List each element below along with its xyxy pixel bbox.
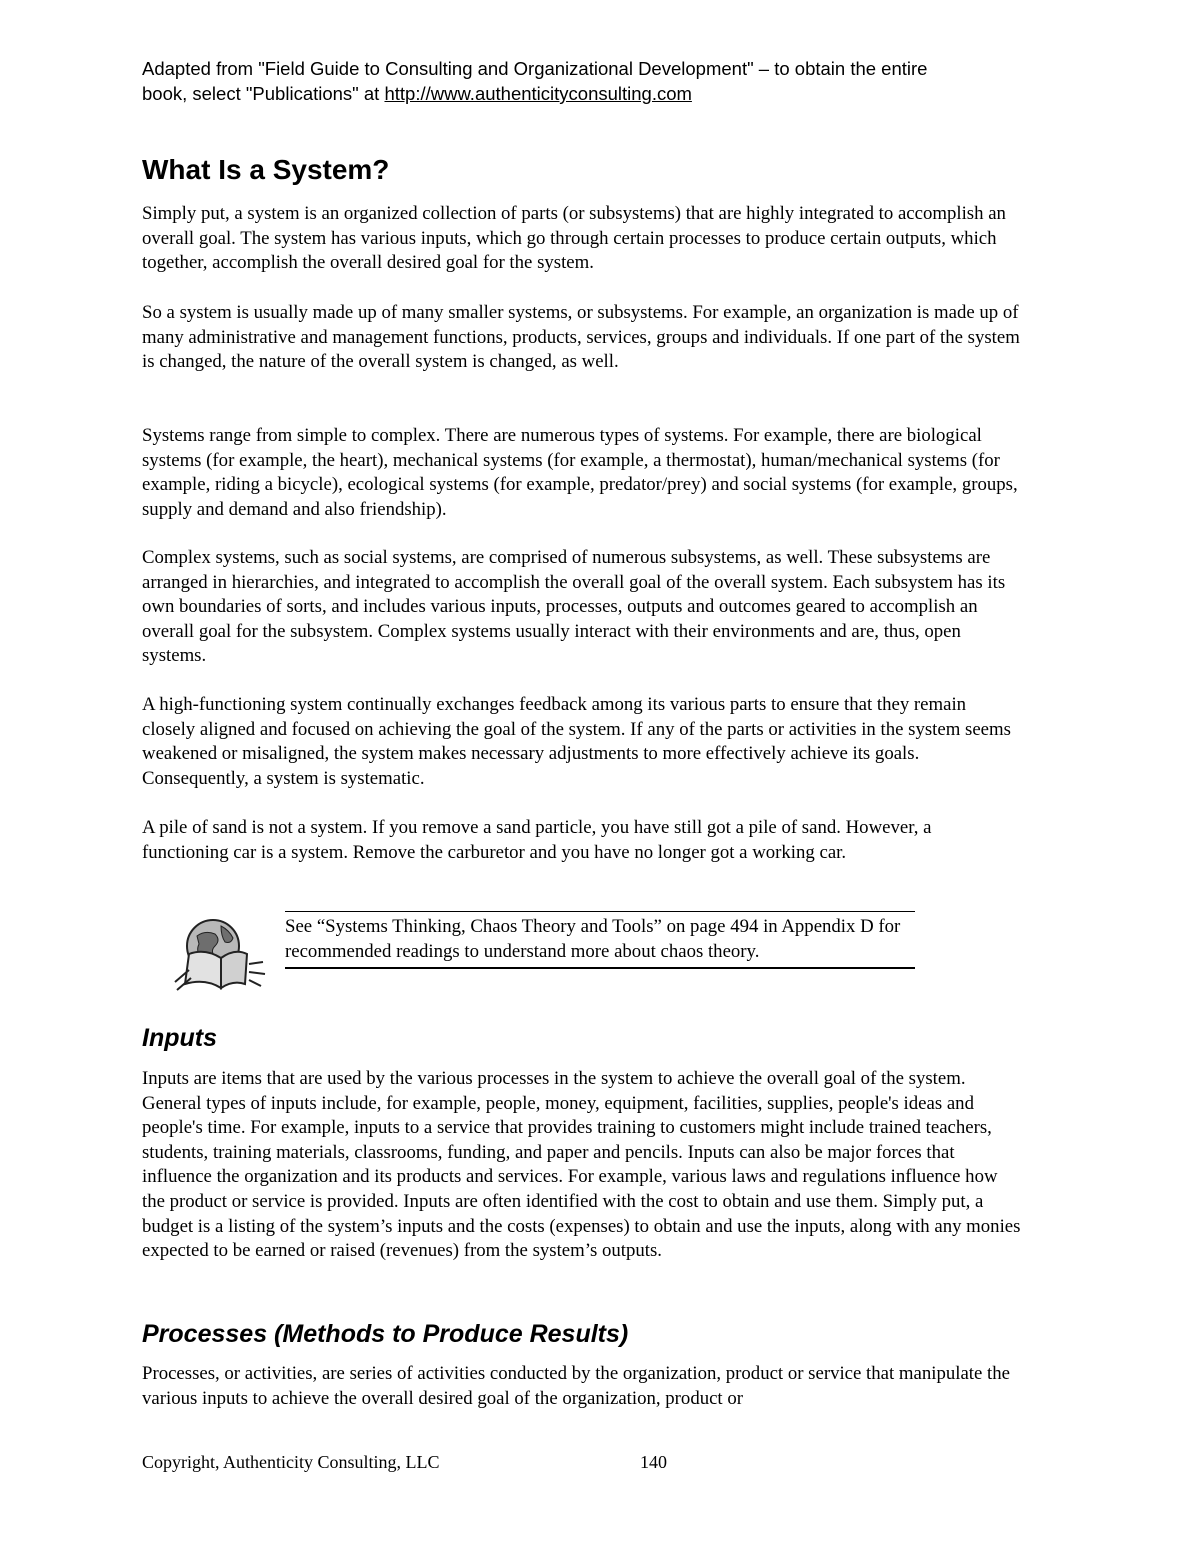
reference-callout: See “Systems Thinking, Chaos Theory and Tools” on page 494 in Appendix D for recommended readings to understand more about chaos theory.	[285, 911, 915, 969]
footer-page-number: 140	[640, 1452, 667, 1472]
authenticity-link[interactable]: http://www.authenticityconsulting.com	[384, 83, 692, 104]
header-line-2	[142, 81, 1022, 106]
paragraph-complex-systems: Complex systems, such as social systems, are comprised of numerous subsystems, as well. These subsystems are arranged in hierarchies, and integrated to accomplish the overall goal of the overall system. Each subsystem has its own boundaries of sorts, and includes various inputs, processes, outputs and outcomes geared to accomplish an overall goal for the subsystem. Complex systems usually interact with their environments and are, thus, open systems.	[142, 547, 1006, 667]
paragraph-subsystems: So a system is usually made up of many smaller systems, or subsystems. For example, an organization is made up of many administrative and management functions, products, services, groups and individuals. If one part of the system is changed, the nature of the overall system is changed, as well.	[142, 302, 1020, 373]
header-line-1: Adapted from "Field Guide to Consulting and Organizational Development" – to obtain the entire	[142, 58, 928, 79]
page-header	[142, 56, 1022, 106]
processes-heading: Processes (Methods to Produce Results)	[142, 1320, 629, 1348]
processes-paragraph: Processes, or activities, are series of activities conducted by the organization, product or service that manipulate the various inputs to achieve the overall desired goal of the organization, product or	[142, 1363, 1010, 1409]
footer-copyright: Copyright, Authenticity Consulting, LLC	[142, 1452, 440, 1472]
header-line-2-prefix: book, select "Publications" at	[142, 83, 385, 104]
inputs-paragraph: Inputs are items that are used by the various processes in the system to achieve the overall goal of the system. General types of inputs include, for example, people, money, equipment, facilities, supplies, people's ideas and people's time. For example, inputs to a service that provides training to customers might include trained teachers, students, training materials, classrooms, funding, and paper and pencils. Inputs can also be major forces that influence the organization and its products and services. For example, various laws and regulations influence how the product or service is provided. Inputs are often identified with the cost to obtain and use them. Simply put, a budget is a listing of the system’s inputs and the costs (expenses) to obtain and use the inputs, along with any monies expected to be earned or raised (revenues) from the system’s outputs.	[142, 1068, 1021, 1262]
paragraph-feedback: A high-functioning system continually exchanges feedback among its various parts to ensure that they remain closely aligned and focused on achieving the goal of the system. If any of the parts or activities in the system seems weakened or misaligned, the system makes necessary adjustments to more effectively achieve its goals. Consequently, a system is systematic.	[142, 694, 1011, 789]
inputs-heading: Inputs	[142, 1024, 217, 1052]
paragraph-definition: Simply put, a system is an organized collection of parts (or subsystems) that are highly integrated to accomplish an overall goal. The system has various inputs, which go through certain processes to produce certain outputs, which together, accomplish the overall desired goal for the system.	[142, 203, 1006, 274]
paragraph-sand-example: A pile of sand is not a system. If you remove a sand particle, you have still got a pile of sand. However, a functioning car is a system. Remove the carburetor and you have no longer got a working car.	[142, 817, 932, 863]
paragraph-system-types: Systems range from simple to complex. There are numerous types of systems. For example, there are biological systems (for example, the heart), mechanical systems (for example, a thermostat), human/mechanical systems (for example, riding a bicycle), ecological systems (for example, predator/prey) and social systems (for example, groups, supply and demand and also friendship).	[142, 425, 1018, 520]
page-title: What Is a System?	[142, 154, 390, 185]
globe-book-icon	[165, 912, 275, 1002]
